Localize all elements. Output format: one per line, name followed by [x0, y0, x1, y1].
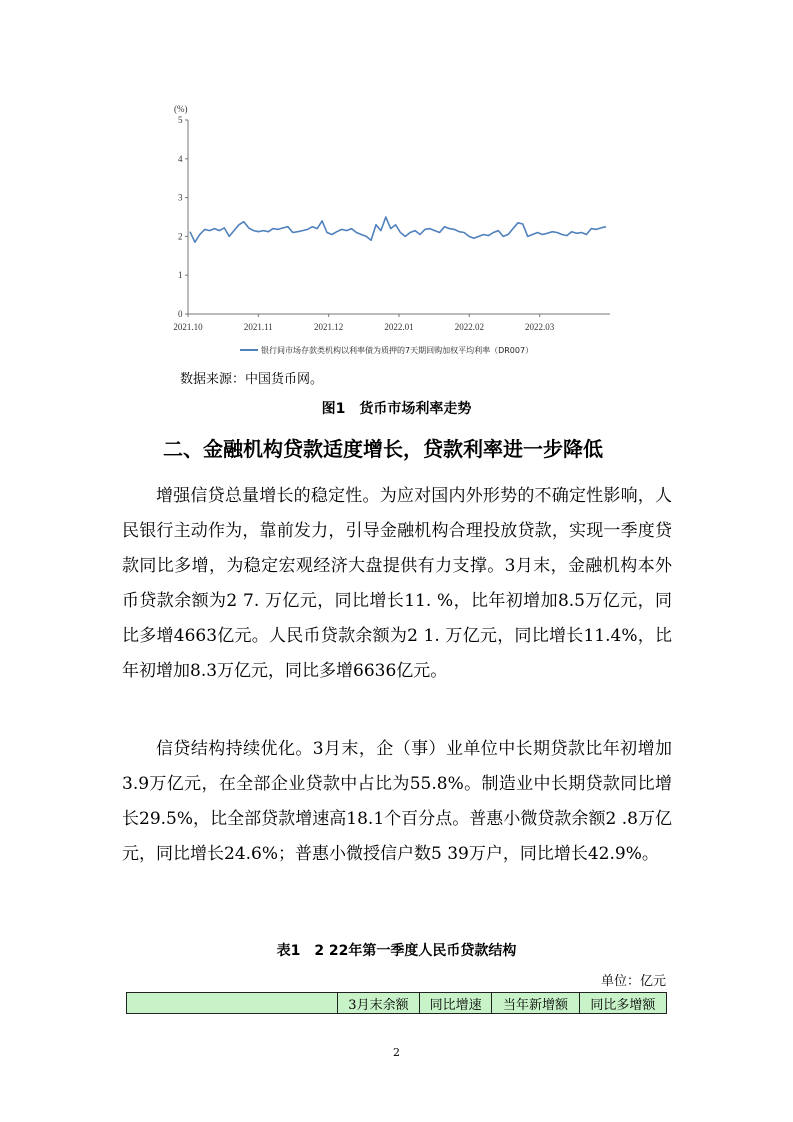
page-number: 2: [393, 1046, 400, 1059]
x-tick-label: 2022.02: [454, 322, 484, 332]
y-tick-label: 1: [178, 270, 183, 281]
table-title: 表1 2 22年第一季度人民币贷款结构: [276, 943, 517, 959]
table-header-row: [127, 993, 667, 1014]
section-heading: 二、金融机构贷款适度增长，贷款利率进一步降低: [163, 437, 603, 461]
x-tick-label: 2021.10: [173, 322, 203, 332]
table-header-new-increase: 当年新增额: [492, 993, 579, 1014]
table-unit: 单位：亿元: [600, 974, 666, 989]
table-header-balance: 3月末余额: [338, 993, 420, 1014]
y-tick-label: 4: [178, 153, 183, 164]
figure-caption: 图1 货币市场利率走势: [321, 401, 472, 417]
y-tick-labels: [178, 115, 188, 319]
table-header-yoy-more: 同比多增额: [579, 993, 666, 1014]
x-tick-label: 2022.03: [525, 322, 555, 332]
y-tick-label: 3: [178, 192, 183, 203]
rate-line-chart: [160, 95, 630, 365]
y-tick-label: 2: [178, 231, 183, 242]
x-tick-labels: [173, 314, 554, 332]
paragraph-loan-growth: 增强信贷总量增长的稳定性。为应对国内外形势的不确定性影响，人民银行主动作为，靠前发力，引导金融机构合理投放贷款，实现一季度贷款同比多增，为稳定宏观经济大盘提供有力支撑。3月末，金融机构本外币贷款余额为2 7. 万亿元，同比增长11. %，比年初增加8.5万亿元，同比多增4663亿元。人民币贷款余额为2 1. 万亿元，同比增长11.4%，比年初增加8.3万亿元，同比多增6636亿元。: [122, 486, 672, 681]
legend: [240, 345, 533, 355]
table-header-blank: [127, 993, 338, 1014]
x-axis: [173, 314, 610, 332]
y-axis-label: (%): [174, 104, 188, 114]
data-source-note: 数据来源：中国货币网。: [180, 372, 324, 387]
table-header-yoy-growth: 同比增速: [419, 993, 491, 1014]
x-tick-label: 2021.12: [314, 322, 344, 332]
y-tick-label: 0: [178, 309, 183, 319]
paragraph-credit-structure: 信贷结构持续优化。3月末，企（事）业单位中长期贷款比年初增加3.9万亿元，在全部企业贷款中占比为55.8%。制造业中长期贷款同比增长29.5%，比全部贷款增速高18.1个百分点。普惠小微贷款余额2 .8万亿元，同比增长24.6%；普惠小微授信户数5 39万户，同比增长42.9%。: [122, 739, 672, 864]
y-tick-label: 5: [178, 115, 183, 125]
y-axis: [174, 104, 188, 319]
legend-entry: 银行间市场存款类机构以利率债为质押的7天期回购加权平均利率（DR007）: [261, 346, 534, 355]
x-tick-label: 2021.11: [243, 322, 273, 332]
series-line-dr007: [190, 217, 606, 242]
loan-structure-table: [126, 992, 667, 1014]
x-tick-label: 2022.01: [384, 322, 414, 332]
